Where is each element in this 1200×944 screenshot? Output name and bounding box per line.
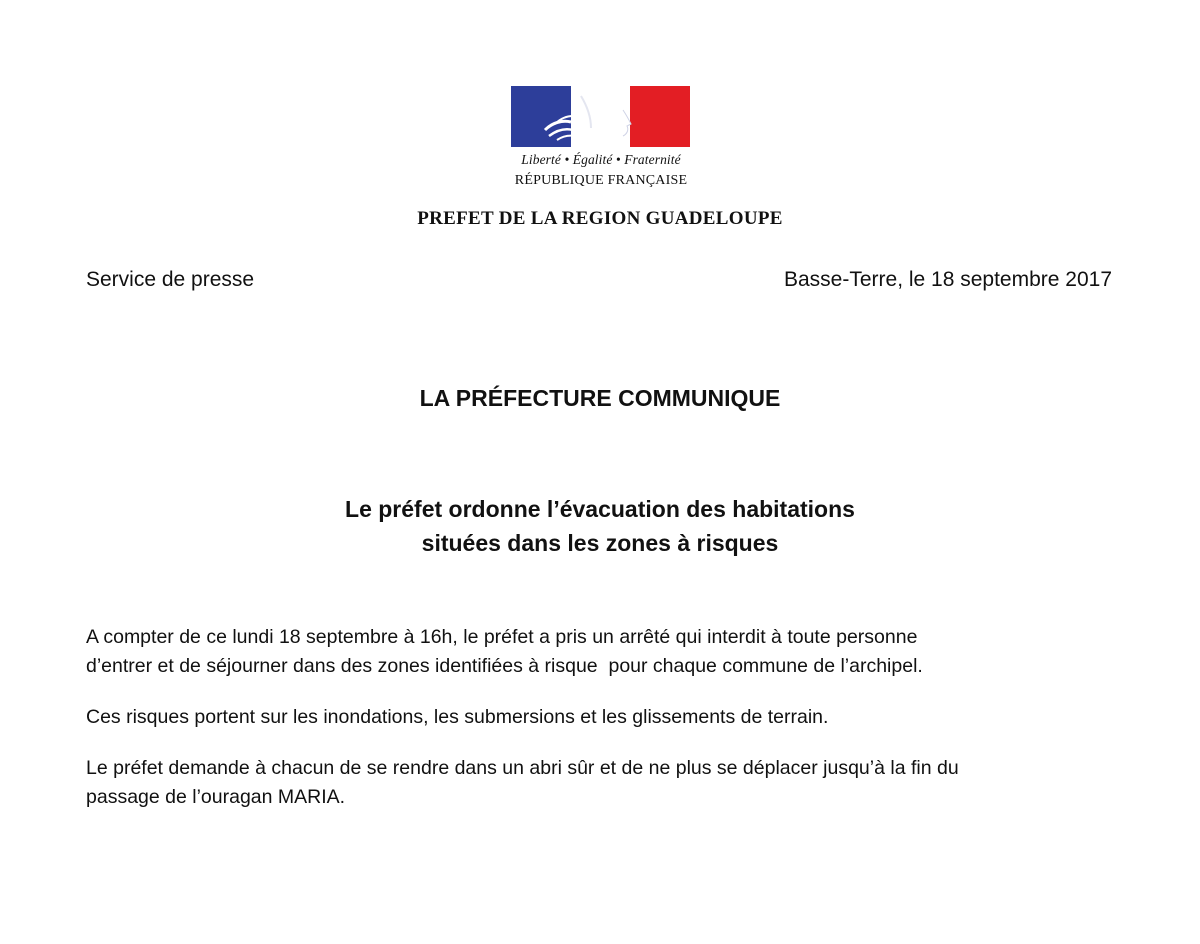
marianne-flag-icon [511, 86, 690, 147]
communique-title: LA PRÉFECTURE COMMUNIQUE [419, 385, 781, 411]
body-paragraph-1 [86, 623, 1116, 681]
headline-line-2: situées dans les zones à risques [421, 530, 779, 556]
service-label: Service de presse [86, 268, 255, 291]
paragraph-3-line-1: Le préfet demande à chacun de se rendre dans un abri sûr et de ne plus se déplacer jusqu’à la fin du [86, 757, 959, 779]
paragraph-1-line-1: A compter de ce lundi 18 septembre à 16h, le préfet a pris un arrêté qui interdit à toute personne [86, 626, 918, 648]
paragraph-1-line-2: d’entrer et de séjourner dans des zones identifiées à risque pour chaque commune de l’archipel. [86, 655, 923, 677]
date-label: Basse-Terre, le 18 septembre 2017 [783, 268, 1112, 291]
marianne-profile-icon [511, 86, 690, 147]
republique-francaise-logo [511, 86, 691, 189]
logo-motto: Liberté • Égalité • Fraternité [521, 152, 681, 167]
headline [0, 492, 1200, 560]
body-paragraph-3 [86, 754, 1116, 812]
headline-line-1: Le préfet ordonne l’évacuation des habitations [345, 496, 855, 522]
body-paragraph-2: Ces risques portent sur les inondations, les submersions et les glissements de terrain. [86, 706, 829, 728]
logo-republique: RÉPUBLIQUE FRANÇAISE [514, 173, 688, 188]
prefet-heading: PREFET DE LA REGION GUADELOUPE [417, 208, 783, 229]
paragraph-3-line-2: passage de l’ouragan MARIA. [86, 786, 346, 808]
